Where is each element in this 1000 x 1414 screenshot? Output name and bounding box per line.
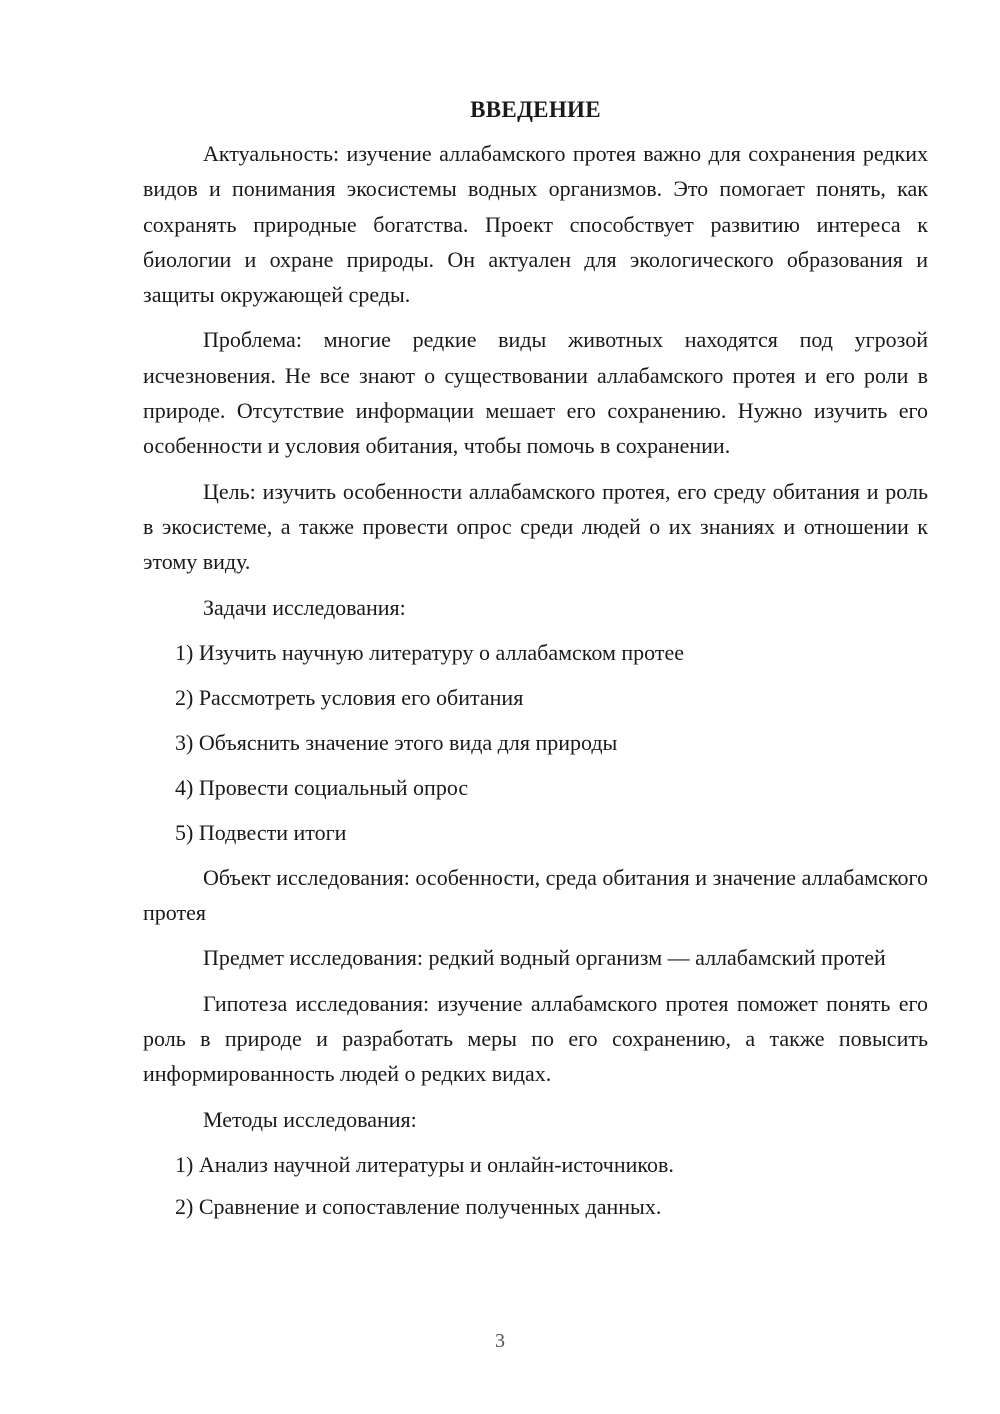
methods-title: Методы исследования: <box>203 1106 417 1132</box>
object-paragraph: Объект исследования: особенности, среда обитания и значение аллабамского протея <box>143 864 928 926</box>
page-number: 3 <box>495 1330 505 1352</box>
task-item-5: 5) Подвести итоги <box>175 819 347 845</box>
method-item-1: 1) Анализ научной литературы и онлайн-источников. <box>175 1151 674 1177</box>
methods-list <box>143 1147 928 1224</box>
task-item-3: 3) Объяснить значение этого вида для природы <box>175 729 618 755</box>
method-item-2: 2) Сравнение и сопоставление полученных данных. <box>175 1193 662 1219</box>
section-heading: ВВЕДЕНИЕ <box>470 97 601 122</box>
tasks-title: Задачи исследования: <box>203 594 406 620</box>
goal-paragraph: Цель: изучить особенности аллабамского протея, его среду обитания и роль в экосистеме, а также провести опрос среди людей о их знаниях и отношении к этому виду. <box>143 478 928 575</box>
task-item-1: 1) Изучить научную литературу о аллабамском протее <box>175 639 685 665</box>
problem-paragraph: Проблема: многие редкие виды животных находятся под угрозой исчезновения. Не все знают о существовании аллабамского протея и его роли в природе. Отсутствие информации мешает его сохранению. Нужно изучить его особенности и условия обитания, чтобы помочь в сохранении. <box>143 327 928 459</box>
hypothesis-paragraph: Гипотеза исследования: изучение аллабамского протея поможет понять его роль в природе и разработать меры по его сохранению, а также повысить информированность людей о редких видах. <box>143 990 928 1087</box>
subject-paragraph: Предмет исследования: редкий водный организм — аллабамский протей <box>203 945 886 971</box>
task-item-2: 2) Рассмотреть условия его обитания <box>175 684 524 710</box>
task-item-4: 4) Провести социальный опрос <box>175 774 469 800</box>
tasks-list <box>143 635 928 850</box>
relevance-paragraph: Актуальность: изучение аллабамского протея важно для сохранения редких видов и понимания экосистемы водных организмов. Это помогает понять, как сохранять природные богатства. Проект способствует развитию интереса к биологии и охране природы. Он актуален для экологического образования и защиты окружающей среды. <box>143 141 928 308</box>
